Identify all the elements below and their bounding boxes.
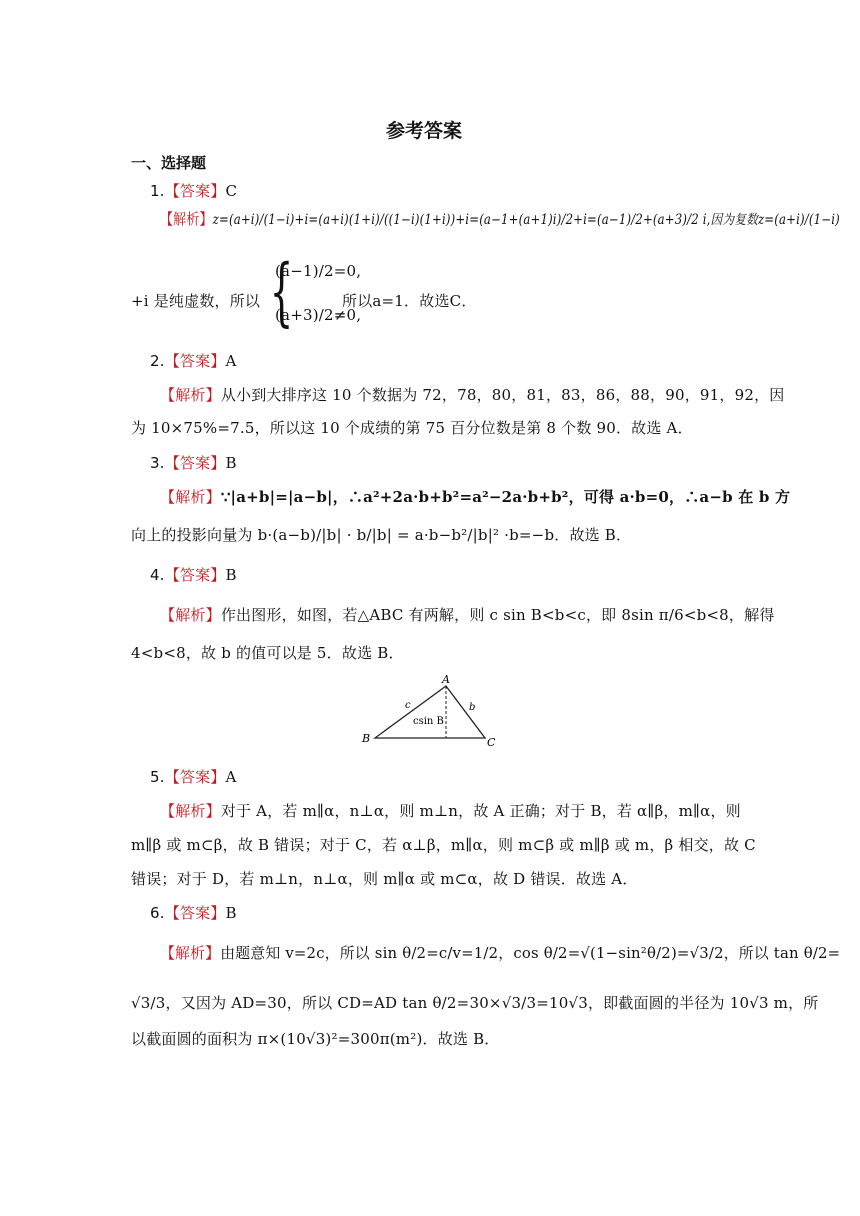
q4-analysis-line1: 【解析】作出图形，如图，若△ABC 有两解，则 c sin B<b<c，即 8sin π/6<b<8，解得 xyxy=(160,606,775,624)
page-title: 参考答案 xyxy=(386,120,463,142)
q1-analysis-line2: +i 是纯虚数，所以 xyxy=(131,292,261,310)
analysis-tag: 【解析】 xyxy=(160,210,213,228)
label-height: csin B xyxy=(413,716,444,727)
section-heading: 一、选择题 xyxy=(131,154,207,172)
label-C: C xyxy=(487,736,496,749)
q1-conclusion: 所以a=1．故选C． xyxy=(342,292,477,310)
q3-answer-line: 3.【答案】B xyxy=(150,454,237,472)
answer-tag: 【答案】 xyxy=(164,182,226,200)
q6-analysis-line2: √3/3，又因为 AD=30，所以 CD=AD tan θ/2=30×√3/3=10√3，即截面圆的半径为 10√3 m，所 xyxy=(131,994,819,1012)
q2-analysis-line2: 为 10×75%=7.5，所以这 10 个成绩的第 75 百分位数是第 8 个数 90．故选 A． xyxy=(131,419,693,437)
q4-analysis-line2: 4<b<8，故 b 的值可以是 5．故选 B． xyxy=(131,644,404,662)
triangle-figure xyxy=(355,670,515,752)
q2-analysis-line1: 【解析】从小到大排序这 10 个数据为 72，78，80，81，83，86，88，90，91，92，因 xyxy=(160,386,785,404)
q2-answer-line: 2.【答案】A xyxy=(150,352,237,370)
q1-answer-line: 1.【答案】C xyxy=(150,182,238,200)
q3-analysis-line2: 向上的投影向量为 b·(a−b)/|b| · b/|b| = a·b−b²/|b|² ·b=−b．故选 B． xyxy=(131,526,632,544)
q5-analysis-line2: m∥β 或 m⊂β，故 B 错误；对于 C，若 α⊥β，m∥α，则 m⊂β 或 m∥β 或 m，β 相交，故 C xyxy=(131,836,756,854)
q6-analysis-line3: 以截面圆的面积为 π×(10√3)²=300π(m²)．故选 B． xyxy=(131,1030,500,1048)
q6-answer-line: 6.【答案】B xyxy=(150,904,237,922)
label-B: B xyxy=(362,732,371,745)
q1-case2: (a+3)/2≠0, xyxy=(275,306,362,324)
q3-analysis-line1: 【解析】∵|a+b|=|a−b|，∴a²+2a·b+b²=a²−2a·b+b²，可得 a·b=0，∴a−b 在 b 方 xyxy=(160,488,791,506)
q5-analysis-line3: 错误；对于 D，若 m⊥n，n⊥α，则 m∥α 或 m⊂α，故 D 错误．故选 A． xyxy=(131,870,638,888)
q1-brace: { xyxy=(269,249,294,335)
q5-analysis-line1: 【解析】对于 A，若 m∥α，n⊥α，则 m⊥n，故 A 正确；对于 B，若 α∥β，m∥α，则 xyxy=(160,802,741,820)
label-c: c xyxy=(405,700,411,711)
label-A: A xyxy=(442,673,450,686)
q1-analysis-line1: 【解析】z=(a+i)/(1−i)+i=(a+i)(1+i)/((1−i)(1+i))+i=(a−1+(a+1)i)/2+i=(a−1)/2+(a+3)/2 i,因为复数z=(a+i)/(1−i) xyxy=(160,210,840,228)
q5-answer-line: 5.【答案】A xyxy=(150,768,237,786)
q6-analysis-line1: 【解析】由题意知 v=2c，所以 sin θ/2=c/v=1/2，cos θ/2=√(1−sin²θ/2)=√3/2，所以 tan θ/2= xyxy=(160,944,841,962)
label-b: b xyxy=(469,702,476,713)
q4-answer-line: 4.【答案】B xyxy=(150,566,237,584)
q1-case1: (a−1)/2=0, xyxy=(275,262,362,280)
